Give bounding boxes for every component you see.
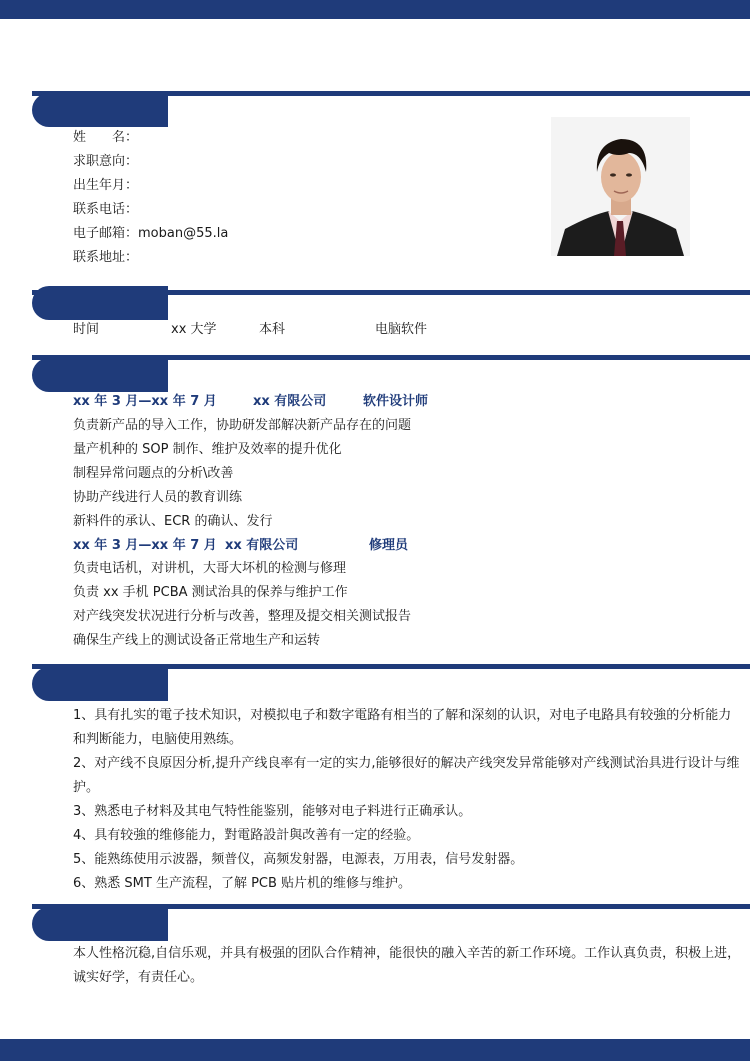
job2-period: xx 年 3 月—xx 年 7 月 <box>73 538 217 553</box>
job1-duty: 制程异常问题点的分析\改善 <box>73 466 234 481</box>
job2-duty: 对产线突发状况进行分析与改善，整理及提交相关测试报告 <box>73 609 412 624</box>
job2-duty: 负责 xx 手机 PCBA 测试治具的保养与维护工作 <box>73 585 348 600</box>
phone-label: 联系电话： <box>73 202 139 217</box>
skill-item: 3、熟悉电子材料及其电气特性能鉴别，能够对电子料进行正确承认。 <box>73 804 472 819</box>
edu-major: 电脑软件 <box>375 322 428 337</box>
section-tab-basic <box>32 93 168 127</box>
job1-duty: 协助产线进行人员的教育训练 <box>73 490 243 505</box>
education-row <box>73 320 427 340</box>
section-tab-education <box>32 286 168 320</box>
phone-row <box>73 200 138 220</box>
job2-duty: 确保生产线上的测试设备正常地生产和运转 <box>73 633 321 648</box>
job2-duty: 负责电话机，对讲机，大哥大坏机的检测与修理 <box>73 561 347 576</box>
birth-label: 出生年月： <box>73 178 139 193</box>
skill-item: 4、具有较強的维修能力，對電路設計與改善有一定的经验。 <box>73 828 420 843</box>
edu-school: xx 大学 <box>171 322 217 337</box>
section-tab-skills <box>32 667 168 701</box>
job2-role: 修理员 <box>369 538 409 553</box>
job1-company: xx 有限公司 <box>253 394 327 409</box>
profile-photo <box>551 117 690 256</box>
skill-item: 5、能熟练使用示波器，频普仪，高频发射器，电源表，万用表，信号发射器。 <box>73 852 524 867</box>
job1-duty: 新料件的承认、ECR 的确认、发行 <box>73 514 273 529</box>
edu-time: 时间 <box>73 322 100 337</box>
intention-label: 求职意向： <box>73 154 139 169</box>
job1-duty: 量产机种的 SOP 制作、维护及效率的提升优化 <box>73 442 342 457</box>
self-evaluation-text: 本人性格沉稳,自信乐观，并具有极强的团队合作精神，能很快的融入辛苦的新工作环境。工作认真负责，积极上进，诚实好学，有责任心。 <box>73 946 741 985</box>
name-label: 姓 名： <box>73 130 139 145</box>
address-row <box>73 248 138 268</box>
job-header-1 <box>73 392 428 412</box>
top-band <box>0 0 750 19</box>
section-tab-experience <box>32 358 168 392</box>
email-row <box>73 224 228 244</box>
birth-row <box>73 176 138 196</box>
name-row <box>73 128 138 148</box>
skill-item: 6、熟悉 SMT 生产流程，了解 PCB 贴片机的维修与维护。 <box>73 876 412 891</box>
job1-period: xx 年 3 月—xx 年 7 月 <box>73 394 217 409</box>
section-tab-evaluation <box>32 907 168 941</box>
portrait-icon <box>551 117 690 256</box>
job2-company: xx 有限公司 <box>225 538 299 553</box>
email-label: 电子邮箱： <box>73 226 139 241</box>
address-label: 联系地址： <box>73 250 139 265</box>
intention-row <box>73 152 138 172</box>
skill-item: 2、对产线不良原因分析,提升产线良率有一定的实力,能够很好的解决产线突发异常能够对产线测试治具进行设计与维护。 <box>73 756 740 795</box>
bottom-band <box>0 1039 750 1061</box>
job1-role: 软件设计师 <box>363 394 429 409</box>
email-value: moban@55.la <box>138 226 229 241</box>
job1-duty: 负责新产品的导入工作，协助研发部解决新产品存在的问题 <box>73 418 412 433</box>
edu-degree: 本科 <box>259 322 286 337</box>
skill-item: 1、具有扎实的電子技术知识，对模拟电子和数字電路有相当的了解和深刻的认识，对电子电路具有较強的分析能力和判断能力，电脑使用熟练。 <box>73 708 732 747</box>
job-header-2 <box>73 536 408 556</box>
